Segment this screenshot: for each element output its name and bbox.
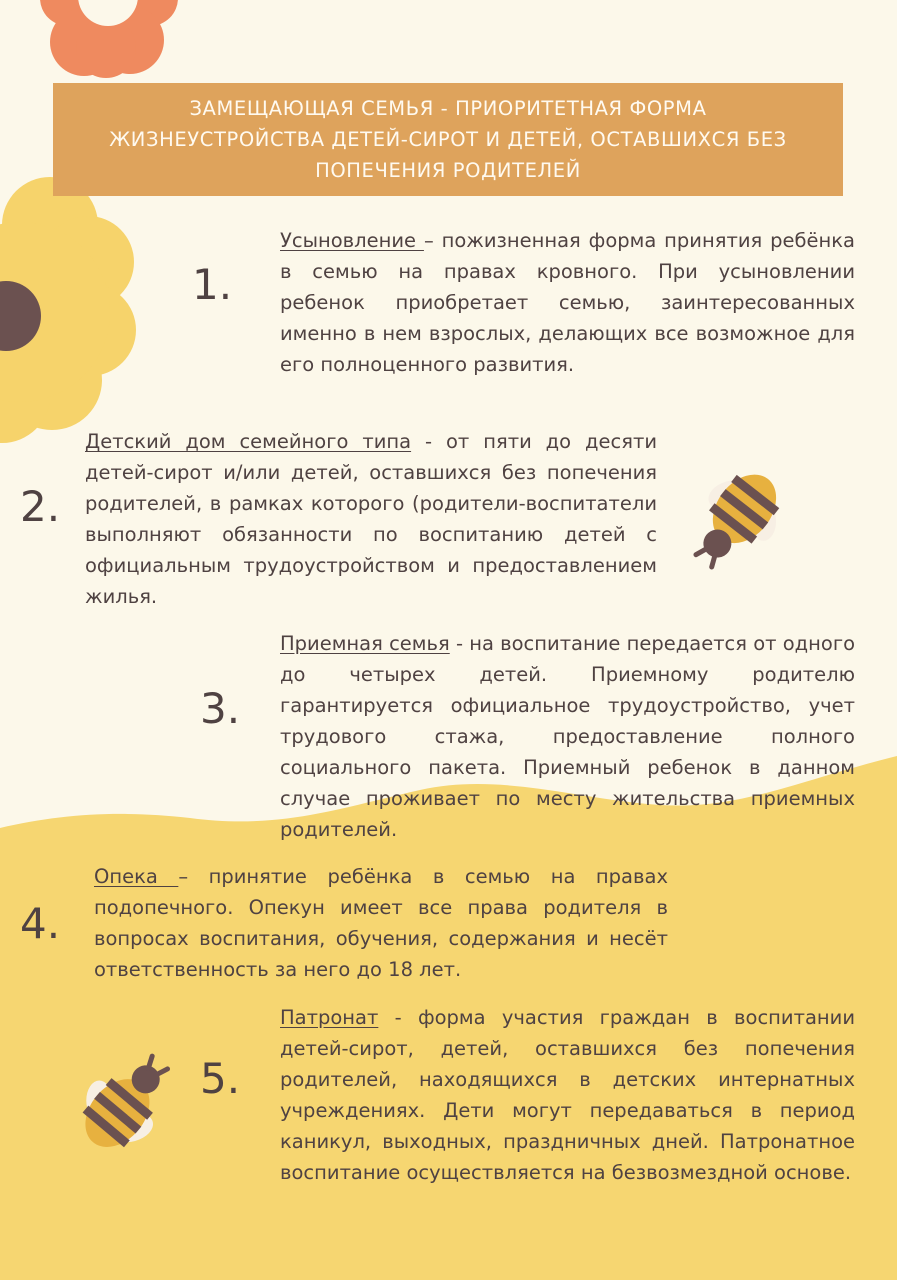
item-4-paragraph: [94, 861, 668, 985]
item-3-paragraph: [280, 628, 855, 845]
title-line: ЗАМЕЩАЮЩАЯ СЕМЬЯ - ПРИОРИТЕТНАЯ ФОРМА: [189, 97, 707, 120]
title-line: ПОПЕЧЕНИЯ РОДИТЕЛЕЙ: [315, 159, 581, 182]
bee-icon: [669, 452, 803, 589]
item-number-4: 4.: [20, 899, 61, 948]
item-number-3: 3.: [200, 684, 241, 733]
item-5-term: Патронат: [280, 1006, 379, 1029]
item-5-text: - форма участия граждан в воспитании детей-сирот, детей, оставшихся без попечения родителей, находящихся в детских интернатных учреждениях. Дети могут передаваться в период каникул, выходных, праздничных дней. Патронатное воспитание осуществляется на безвозмездной основе.: [280, 1006, 855, 1184]
item-2-text: - от пяти до десяти детей-сирот и/или детей, оставшихся без попечения родителей, в рамках которого (родители-воспитатели выполняют обязанности по воспитанию детей с официальным трудоустройством и предоставлением жилья.: [85, 430, 657, 608]
item-number-1: 1.: [192, 260, 233, 309]
item-3-term: Приемная семья: [280, 632, 450, 655]
flower-icon: [40, 0, 178, 78]
item-1-text: – пожизненная форма принятия ребёнка в семью на правах кровного. При усыновлении ребенок приобретает семью, заинтересованных именно в нем взрослых, делающих все возможное для его полноценного развития.: [280, 229, 855, 376]
item-3-text: - на воспитание передается от одного до четырех детей. Приемному родителю гарантируется официальное трудоустройство, учет трудового стажа, предоставление полного социального пакета. Приемный ребенок в данном случае проживает по месту жительства приемных родителей.: [280, 632, 856, 841]
item-2-paragraph: [85, 426, 657, 612]
item-2-term: Детский дом семейного типа: [85, 430, 412, 453]
item-number-2: 2.: [20, 482, 61, 531]
item-5-paragraph: [280, 1002, 855, 1188]
item-4-text: – принятие ребёнка в семью на правах подопечного. Опекун имеет все права родителя в вопросах воспитания, обучения, содержания и несёт ответственность за него до 18 лет.: [94, 865, 668, 981]
flower-icon: [0, 177, 136, 443]
page-title: [53, 83, 843, 196]
item-1-term: Усыновление: [280, 229, 424, 252]
item-number-5: 5.: [200, 1054, 241, 1103]
item-1-paragraph: [280, 225, 855, 380]
item-4-term: Опека: [94, 865, 179, 888]
title-line: ЖИЗНЕУСТРОЙСТВА ДЕТЕЙ-СИРОТ И ДЕТЕЙ, ОСТАВШИХСЯ БЕЗ: [109, 128, 787, 151]
